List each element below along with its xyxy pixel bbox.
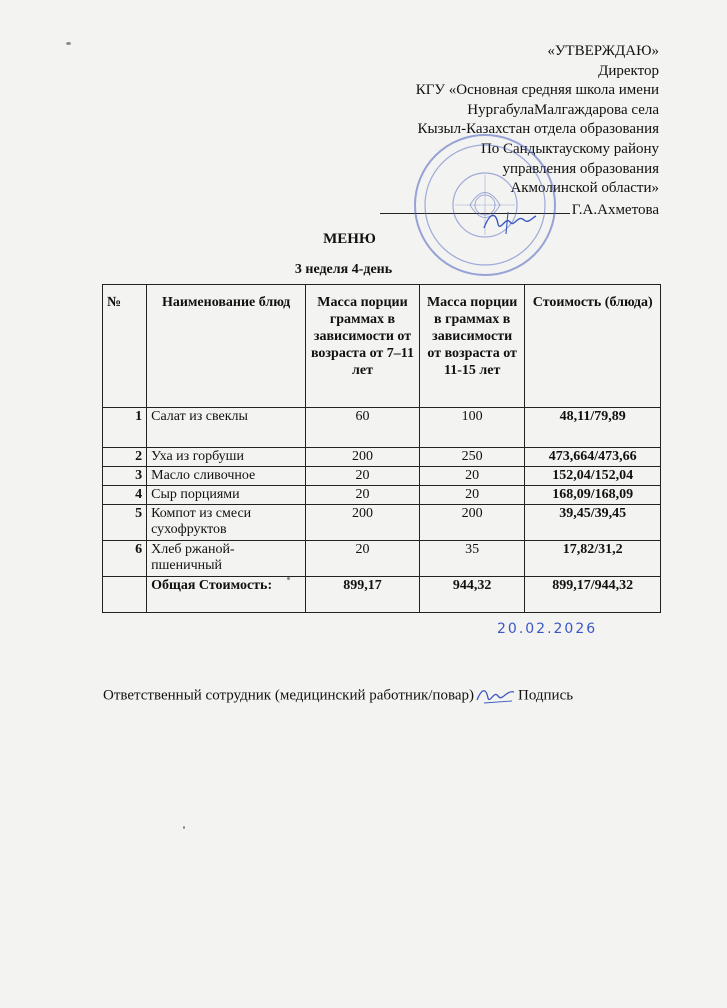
scan-speck <box>66 42 71 45</box>
handwritten-date: 20.02.2026 <box>497 621 598 637</box>
row-mass-7-11: 20 <box>306 486 420 505</box>
total-mass-7-11: 899,17 <box>306 577 420 613</box>
row-cost: 39,45/39,45 <box>525 505 661 541</box>
header-dish-name: Наименование блюд <box>147 285 306 408</box>
table-row <box>103 505 661 541</box>
row-dish-name: Масло сливочное <box>147 467 306 486</box>
approval-line: Кызыл-Казахстан отдела образования <box>417 121 659 138</box>
row-mass-7-11: 20 <box>306 541 420 577</box>
row-dish-name: Уха из горбуши <box>147 448 306 467</box>
approval-line: Директор <box>598 62 659 79</box>
table-row <box>103 448 661 467</box>
table-header-row <box>103 285 661 408</box>
signatory-name: Г.А.Ахметова <box>571 201 659 218</box>
official-stamp-icon <box>410 130 560 280</box>
page-subtitle: 3 неделя 4-день <box>294 262 393 277</box>
total-number-cell <box>103 577 147 613</box>
responsible-text: Ответственный сотрудник (медицинский работник/повар) <box>103 687 474 704</box>
row-mass-11-15: 100 <box>419 408 525 448</box>
approval-line: По Сандыктаускому району <box>480 140 659 157</box>
row-number: 4 <box>103 486 147 505</box>
approval-line: КГУ «Основная средняя школа имени <box>415 82 659 99</box>
header-number: № <box>103 285 147 408</box>
row-number: 3 <box>103 467 147 486</box>
header-mass-7-11: Масса порции граммах в зависимости от возраста от 7–11 лет <box>306 285 420 408</box>
approval-line: Акмолинской области» <box>510 180 659 197</box>
row-mass-11-15: 35 <box>419 541 525 577</box>
row-cost: 473,664/473,66 <box>525 448 661 467</box>
total-mass-11-15: 944,32 <box>419 577 525 613</box>
table-row <box>103 467 661 486</box>
row-mass-11-15: 200 <box>419 505 525 541</box>
table-total-row <box>103 577 661 613</box>
row-dish-name: Сыр порциями <box>147 486 306 505</box>
row-mass-7-11: 20 <box>306 467 420 486</box>
row-dish-name: Хлеб ржаной-пшеничный <box>147 541 306 577</box>
row-number: 6 <box>103 541 147 577</box>
approval-line: «УТВЕРЖДАЮ» <box>547 43 659 59</box>
page-title: МЕНЮ <box>323 231 376 247</box>
approval-line: НургабулаМалгаждарова села <box>467 101 659 118</box>
approval-line: управления образования <box>502 160 659 177</box>
menu-table <box>102 284 661 613</box>
total-label: Общая Стоимость: <box>147 577 306 613</box>
table-row <box>103 486 661 505</box>
row-cost: 168,09/168,09 <box>525 486 661 505</box>
row-number: 5 <box>103 505 147 541</box>
header-cost: Стоимость (блюда) <box>525 285 661 408</box>
row-mass-11-15: 250 <box>419 448 525 467</box>
row-number: 2 <box>103 448 147 467</box>
table-row <box>103 408 661 448</box>
responsible-signature-icon <box>474 686 518 706</box>
header-mass-11-15: Масса порции в граммах в зависимости от возраста от 11-15 лет <box>419 285 525 408</box>
row-mass-7-11: 200 <box>306 448 420 467</box>
row-mass-11-15: 20 <box>419 486 525 505</box>
row-mass-7-11: 60 <box>306 408 420 448</box>
row-mass-11-15: 20 <box>419 467 525 486</box>
total-cost: 899,17/944,32 <box>525 577 661 613</box>
row-number: 1 <box>103 408 147 448</box>
row-cost: 152,04/152,04 <box>525 467 661 486</box>
row-dish-name: Компот из смеси сухофруктов <box>147 505 306 541</box>
row-mass-7-11: 200 <box>306 505 420 541</box>
scan-speck <box>183 826 185 829</box>
responsible-line <box>103 686 573 706</box>
table-row <box>103 541 661 577</box>
signature-label: Подпись <box>518 687 574 704</box>
row-cost: 17,82/31,2 <box>525 541 661 577</box>
row-cost: 48,11/79,89 <box>525 408 661 448</box>
scan-speck <box>287 577 290 580</box>
row-dish-name: Салат из свеклы <box>147 408 306 448</box>
